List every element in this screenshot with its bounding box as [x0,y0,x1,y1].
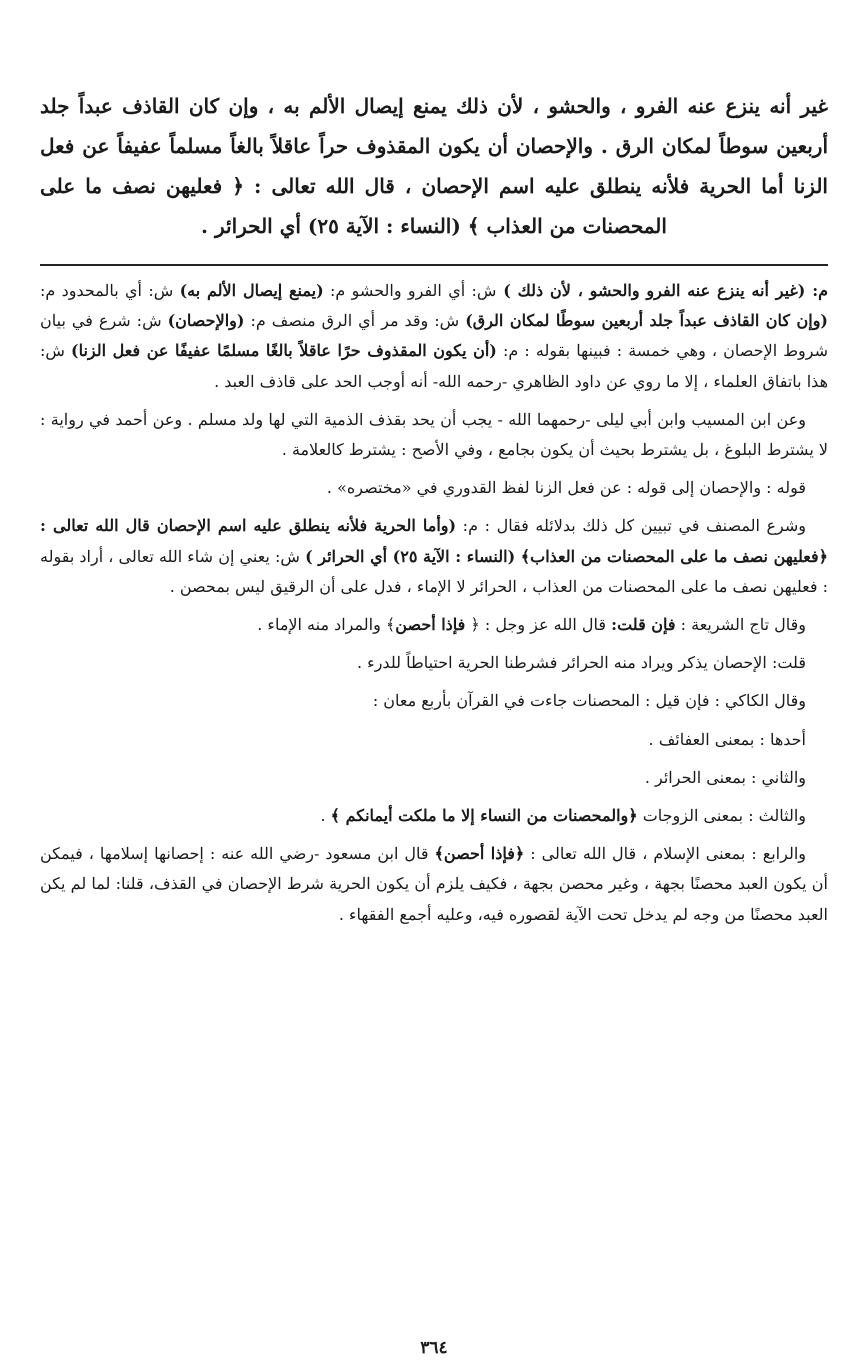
quran-quote: ﴿فإذا أحصن﴾ [434,844,525,864]
commentary-paragraph-1 [40,276,828,397]
commentary-paragraph-5 [40,610,828,640]
matn-quote: م: (غير أنه ينزع عنه الفرو والحشو ، لأن ذلك ) [496,281,829,300]
commentary-paragraph-11 [40,839,828,930]
commentary-text: وشرع المصنف في تبيين كل ذلك بدلائله فقال : م: [456,516,807,536]
matn-quote: (وإن كان القاذف عبداً جلد أربعين سوطًا لمكان الرق) [465,311,829,331]
commentary-text: ش: هذا باتفاق العلماء ، إلا ما روي عن داود الظاهري -رحمه الله- أنه أوجب الحد على قاذف العبد . [40,341,828,391]
commentary-text: والرابع : بمعنى الإسلام ، قال الله تعالى : [524,844,806,864]
emphasis: فإن قلت: [611,615,676,635]
commentary-paragraph-4 [40,511,828,602]
commentary-text: ش: أي بالمحدود م: [40,281,180,300]
commentary-text: ش: وقد مر أي الرق منصف م: [244,311,466,331]
matn-quote: (وأما الحرية فلأنه ينطلق عليه اسم الإحصان قال الله تعالى : ﴿فعليهن نصف ما على المحصنات من العذاب﴾ (النساء : الآية ٢٥) أي الحرائر ) [40,516,828,566]
commentary-paragraph-2: وعن ابن المسيب وابن أبي ليلى -رحمهما الله - يجب أن يحد بقذف الذمية التي لها ولد مسلم . وعن أحمد في رواية : لا يشترط البلوغ ، بل يشترط بحيث أن يكون بجامع ، وفي الأصح : يشترط كالعلامة . [40,409,828,460]
commentary-text: ش: أي الفرو والحشو م: [323,281,497,300]
quran-quote: ﴿والمحصنات من النساء إلا ما ملكت أيمانكم ﴾ [330,806,638,826]
commentary-text: وقال تاج الشريعة : [675,615,806,635]
document-page [40,0,828,1372]
commentary-paragraph-7: وقال الكاكي : فإن قيل : المحصنات جاءت في القرآن بأربع معان : [372,691,806,711]
page-number: ٣٦٤ [420,1338,448,1358]
commentary-text: . [320,806,331,826]
commentary-paragraph-9: والثاني : بمعنى الحرائر . [644,767,806,787]
section-divider [40,264,828,266]
commentary-text: والثالث : بمعنى الزوجات [637,806,806,826]
matn-quote: (والإحصان) [167,311,245,331]
quran-quote: فإذا أحصن [395,615,466,635]
commentary-text: قال الله عز وجل : ﴿ [465,615,612,635]
matn-quote: (أن يكون المقذوف حرًا عاقلاً بالغًا مسلمًا عفيفًا عن فعل الزنا) [71,341,497,361]
commentary-text: ش: شرع في بيان شروط الإحصان ، وهي خمسة : فبينها بقوله : م: [40,311,828,361]
commentary-text: قال ابن مسعود -رضي الله عنه : إحصانها إسلامها ، فيمكن أن يكون العبد محصنًا بجهة ، وغير محصن بجهة ، فكيف يلزم أن يكون الحرية شرط الإحصان في القذف، قلنا: لما لم يكن العبد محصنًا من وجه لم يدخل تحت الآية لقصوره فيه، وعليه أجمع الفقهاء . [40,844,828,924]
commentary-paragraph-10 [40,801,828,831]
commentary [40,276,828,938]
commentary-text: ش: يعني إن شاء الله تعالى ، أراد بقوله : فعليهن نصف ما على المحصنات من العذاب ، الحرائر لا الإماء ، فدل على أن الرقيق ليس بمحصن . [40,546,828,596]
matn-text: غير أنه ينزع عنه الفرو ، والحشو ، لأن ذلك يمنع إيصال الألم به ، وإن كان القاذف عبداً جلد أربعين سوطاً لمكان الرق . والإحصان أن يكون المقذوف حراً عاقلاً بالغاً مسلماً عفيفاً عن فعل الزنا أما الحرية فلأنه ينطلق عليه اسم الإحصان ، قال الله تعالى : ﴿ فعليهن نصف ما على المحصنات من العذاب ﴾ (النساء : الآية ٢٥) أي الحرائر . [40,94,828,238]
commentary-paragraph-6: قلت: الإحصان يذكر ويراد منه الحرائر فشرطنا الحرية احتياطاً للدرء . [357,653,806,673]
commentary-text: ﴾ والمراد منه الإماء . [257,615,396,635]
commentary-paragraph-8: أحدها : بمعنى العفائف . [648,729,806,749]
matn-quote: (يمنع إيصال الألم به) [179,281,324,300]
commentary-paragraph-3: قوله : والإحصان إلى قوله : عن فعل الزنا لفظ القدوري في «مختصره» . [326,478,806,498]
